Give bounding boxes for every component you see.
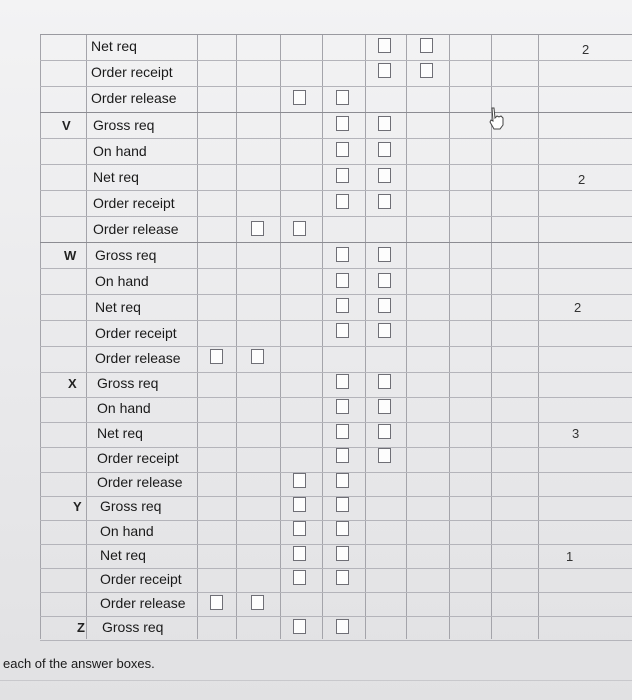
row-label-order-receipt: Order receipt	[91, 64, 173, 80]
answer-box[interactable]	[293, 570, 306, 585]
row-label-net-req: Net req	[91, 38, 137, 54]
answer-box[interactable]	[378, 424, 391, 439]
answer-box[interactable]	[336, 247, 349, 262]
answer-box[interactable]	[251, 349, 264, 364]
row-label-net-req: Net req	[93, 169, 139, 185]
answer-box[interactable]	[336, 497, 349, 512]
answer-box[interactable]	[378, 38, 391, 53]
answer-box[interactable]	[420, 38, 433, 53]
answer-box[interactable]	[336, 619, 349, 634]
answer-box[interactable]	[293, 546, 306, 561]
answer-box[interactable]	[336, 521, 349, 536]
answer-box[interactable]	[293, 619, 306, 634]
answer-box[interactable]	[336, 546, 349, 561]
answer-box[interactable]	[293, 521, 306, 536]
answer-box[interactable]	[293, 221, 306, 236]
row-label-order-release: Order release	[97, 474, 183, 490]
row-label-on-hand: On hand	[97, 400, 151, 416]
answer-box[interactable]	[378, 116, 391, 131]
answer-box[interactable]	[336, 298, 349, 313]
row-label-gross-req: Gross req	[93, 117, 155, 133]
answer-box[interactable]	[336, 570, 349, 585]
row-label-order-release: Order release	[91, 90, 177, 106]
row-label-order-release: Order release	[93, 221, 179, 237]
answer-box[interactable]	[378, 374, 391, 389]
answer-box[interactable]	[336, 116, 349, 131]
answer-box[interactable]	[336, 374, 349, 389]
row-label-gross-req: Gross req	[100, 498, 162, 514]
divider	[0, 680, 632, 681]
answer-box[interactable]	[293, 90, 306, 105]
lead-time: 2	[578, 172, 586, 187]
lead-time: 2	[574, 300, 582, 315]
row-label-gross-req: Gross req	[102, 619, 164, 635]
instruction-text: each of the answer boxes.	[3, 656, 155, 671]
answer-box[interactable]	[336, 142, 349, 157]
row-label-order-receipt: Order receipt	[95, 325, 177, 341]
answer-box[interactable]	[378, 273, 391, 288]
lead-time: 1	[566, 549, 574, 564]
hand-cursor-icon	[486, 106, 510, 132]
row-label-net-req: Net req	[95, 299, 141, 315]
lead-time: 2	[582, 42, 590, 57]
answer-box[interactable]	[336, 448, 349, 463]
answer-box[interactable]	[336, 194, 349, 209]
row-label-order-release: Order release	[95, 350, 181, 366]
row-label-order-receipt: Order receipt	[93, 195, 175, 211]
answer-box[interactable]	[378, 323, 391, 338]
row-label-gross-req: Gross req	[97, 375, 159, 391]
item-letter-y: Y	[73, 499, 82, 514]
answer-box[interactable]	[420, 63, 433, 78]
row-label-on-hand: On hand	[100, 523, 154, 539]
item-letter-z: Z	[77, 620, 85, 635]
item-letter-x: X	[68, 376, 77, 391]
answer-box[interactable]	[293, 473, 306, 488]
answer-box[interactable]	[336, 168, 349, 183]
answer-box[interactable]	[378, 63, 391, 78]
answer-box[interactable]	[378, 448, 391, 463]
answer-box[interactable]	[378, 298, 391, 313]
answer-box[interactable]	[251, 221, 264, 236]
answer-box[interactable]	[251, 595, 264, 610]
row-label-net-req: Net req	[97, 425, 143, 441]
answer-box[interactable]	[293, 497, 306, 512]
answer-box[interactable]	[378, 194, 391, 209]
answer-box[interactable]	[378, 168, 391, 183]
item-letter-v: V	[62, 118, 71, 133]
row-label-order-receipt: Order receipt	[100, 571, 182, 587]
answer-box[interactable]	[336, 273, 349, 288]
answer-box[interactable]	[336, 323, 349, 338]
answer-box[interactable]	[378, 399, 391, 414]
lead-time: 3	[572, 426, 580, 441]
answer-box[interactable]	[210, 595, 223, 610]
answer-box[interactable]	[210, 349, 223, 364]
row-label-on-hand: On hand	[95, 273, 149, 289]
answer-box[interactable]	[336, 424, 349, 439]
answer-box[interactable]	[336, 90, 349, 105]
row-label-order-release: Order release	[100, 595, 186, 611]
answer-box[interactable]	[336, 399, 349, 414]
row-label-order-receipt: Order receipt	[97, 450, 179, 466]
item-letter-w: W	[64, 248, 77, 263]
row-label-gross-req: Gross req	[95, 247, 157, 263]
answer-box[interactable]	[378, 142, 391, 157]
answer-box[interactable]	[336, 473, 349, 488]
row-label-net-req: Net req	[100, 547, 146, 563]
row-label-on-hand: On hand	[93, 143, 147, 159]
answer-box[interactable]	[378, 247, 391, 262]
